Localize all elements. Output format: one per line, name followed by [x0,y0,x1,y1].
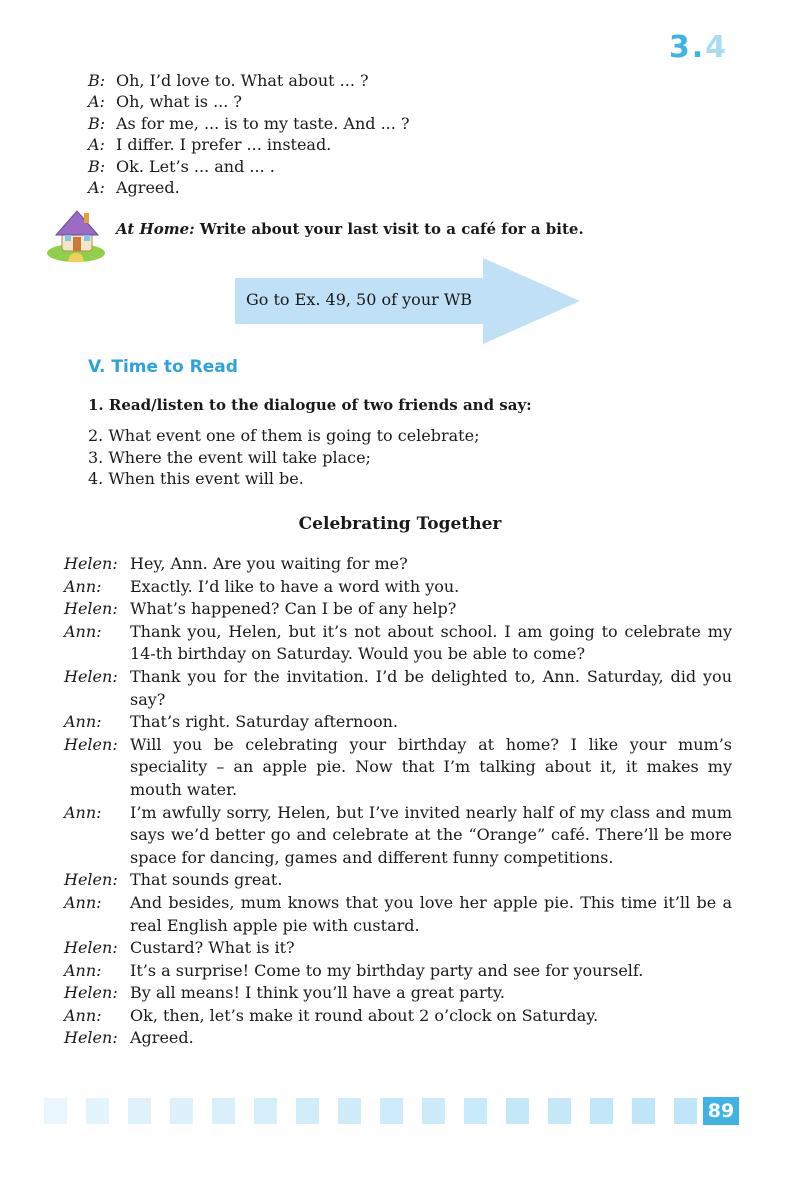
speaker-label: B: [88,156,106,176]
footer-square [338,1098,361,1124]
dialogue-turn [64,1027,732,1050]
page-number: 89 [703,1097,739,1125]
speaker-name: Ann: [64,576,102,596]
short-dialogue-line [88,113,410,134]
speech-text: Thank you, Helen, but it’s not about school. I am going to celebrate my 14-th birthday on Saturday. Would you be able to come? [130,621,732,664]
speech-text: Will you be celebrating your birthday at home? I like your mum’s speciality – an apple pie. Now that I’m talking about it, it makes my mouth water. [130,734,732,799]
line-text: Oh, I’d love to. What about ... ? [116,71,369,90]
dialogue-turn [64,869,732,892]
footer-square [212,1098,235,1124]
task-list [88,425,479,490]
speaker-name: Helen: [64,666,118,686]
dialogue-turn [64,1005,732,1028]
dialogue-turn [64,621,732,666]
dialogue-turn [64,937,732,960]
speaker-name: Ann: [64,621,102,641]
footer-square [464,1098,487,1124]
at-home-label: At Home: [116,220,195,238]
dialogue-turn [64,576,732,599]
speaker-name: Helen: [64,938,118,958]
dialogue-turn [64,711,732,734]
speaker-name: Ann: [64,802,102,822]
speaker-label: A: [88,92,105,112]
speaker-name: Ann: [64,960,102,980]
dialogue-turn [64,892,732,937]
home-icon [44,205,108,263]
dialogue-turn [64,734,732,802]
speech-text: Custard? What is it? [130,938,295,958]
speech-text: Agreed. [130,1028,194,1048]
section-number-minor: 4 [705,30,728,65]
speech-text: It’s a surprise! Come to my birthday party and see for yourself. [130,960,644,980]
speaker-name: Ann: [64,712,102,732]
footer-square [548,1098,571,1124]
line-text: Oh, what is ... ? [116,92,242,112]
task-item: 4. When this event will be. [88,469,304,489]
speech-text: What’s happened? Can I be of any help? [130,599,457,619]
line-text: Ok. Let’s ... and ... . [116,156,275,176]
footer-square [86,1098,109,1124]
speech-text: By all means! I think you’ll have a great party. [130,983,506,1003]
footer-square [44,1098,67,1124]
speaker-name: Helen: [64,599,118,619]
footer-decoration [0,1098,800,1126]
at-home-text: Write about your last visit to a café for a bite. [199,220,584,238]
footer-square [170,1098,193,1124]
speech-text: That sounds great. [130,870,283,890]
speaker-name: Helen: [64,734,118,754]
dialogue-turn [64,960,732,983]
speaker-label: A: [88,135,105,155]
speaker-name: Helen: [64,870,118,890]
short-dialogue [88,70,410,198]
speech-text: Exactly. I’d like to have a word with you. [130,576,460,596]
footer-square [674,1098,697,1124]
speech-text: I’m awfully sorry, Helen, but I’ve invited nearly half of my class and mum says we’d better go and celebrate at the “Orange” café. There’ll be more space for dancing, games and different funny competitions. [130,802,732,867]
dialogue [64,553,732,1050]
dialogue-turn [64,802,732,870]
dialogue-turn [64,553,732,576]
speech-text: Thank you for the invitation. I’d be delighted to, Ann. Saturday, did you say? [130,666,732,709]
dialogue-turn [64,982,732,1005]
speaker-label: B: [88,113,106,133]
speaker-name: Helen: [64,554,118,573]
short-dialogue-line [88,134,410,155]
section-number [669,30,728,65]
footer-square [128,1098,151,1124]
line-text: I differ. I prefer ... instead. [116,135,332,155]
dialogue-turn [64,598,732,621]
speech-text: And besides, mum knows that you love her apple pie. This time it’ll be a real English apple pie with custard. [130,892,732,935]
task-instruction: 1. Read/listen to the dialogue of two friends and say: [88,396,532,414]
task-item: 3. Where the event will take place; [88,447,371,467]
short-dialogue-line [88,70,410,91]
footer-square [422,1098,445,1124]
speaker-name: Ann: [64,892,102,912]
footer-square [506,1098,529,1124]
speaker-name: Helen: [64,983,118,1003]
at-home-task [116,220,584,238]
section-heading: V. Time to Read [88,357,238,377]
speaker-label: A: [88,178,105,198]
footer-square [296,1098,319,1124]
short-dialogue-line [88,91,410,112]
speaker-name: Ann: [64,1005,102,1025]
footer-square [590,1098,613,1124]
speaker-label: B: [88,71,106,90]
short-dialogue-line [88,156,410,177]
footer-square [254,1098,277,1124]
dialogue-turn [64,666,732,711]
speech-text: That’s right. Saturday afternoon. [130,712,398,732]
footer-square [632,1098,655,1124]
short-dialogue-line [88,177,410,198]
speaker-name: Helen: [64,1028,118,1048]
dialogue-title: Celebrating Together [298,514,502,534]
line-text: Agreed. [116,178,180,198]
speech-text: Ok, then, let’s make it round about 2 o’clock on Saturday. [130,1005,599,1025]
line-text: As for me, ... is to my taste. And ... ? [116,113,410,133]
section-number-major: 3. [668,30,706,65]
task-item: 2. What event one of them is going to celebrate; [88,426,480,445]
workbook-reference: Go to Ex. 49, 50 of your WB [246,290,473,309]
footer-square [380,1098,403,1124]
speech-text: Hey, Ann. Are you waiting for me? [130,554,408,573]
